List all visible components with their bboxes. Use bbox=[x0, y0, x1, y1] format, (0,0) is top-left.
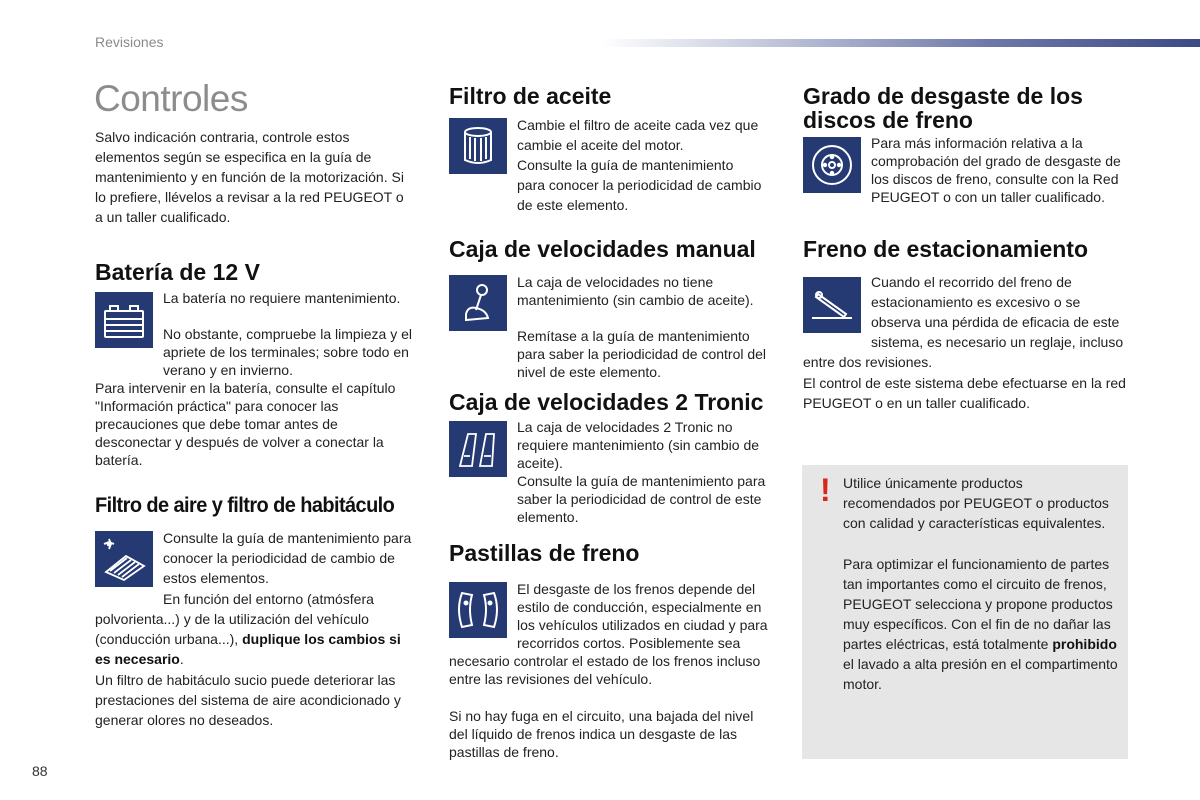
manual-gearbox-title: Caja de velocidades manual bbox=[449, 236, 756, 262]
tronic-gearbox-text-2: Consulte la guía de mantenimiento para saber la periodicidad de control de este elemento. bbox=[517, 473, 766, 525]
brake-disc-title-line1: Grado de desgaste de los bbox=[803, 83, 1083, 109]
air-filter-text-2-end: . bbox=[179, 651, 184, 667]
manual-gearbox-text-2: Remítase a la guía de mantenimiento para saber la periodicidad de control del nivel de este elemento. bbox=[517, 328, 767, 380]
tronic-gearbox-title: Caja de velocidades 2 Tronic bbox=[449, 389, 764, 415]
oil-filter-icon bbox=[449, 118, 507, 174]
parking-brake-text-1-content: Cuando el recorrido del freno de estacionamiento es excesivo o se observa una pérdida de eficacia de este sistema, es necesario un reglaje, incluso entre dos revisiones. bbox=[803, 274, 1124, 370]
brake-disc-icon bbox=[803, 137, 861, 193]
tronic-gearbox-text-1: La caja de velocidades 2 Tronic no requiere mantenimiento (sin cambio de aceite). bbox=[517, 419, 760, 471]
battery-title: Batería de 12 V bbox=[95, 259, 260, 285]
warning-text-1: Utilice únicamente productos recomendados por PEUGEOT o productos con calidad y características equivalentes. bbox=[843, 475, 1109, 531]
battery-text-2: No obstante, compruebe la limpieza y el apriete de los terminales; sobre todo en verano y en invierno. bbox=[163, 326, 413, 378]
warning-icon: ! bbox=[820, 472, 831, 508]
battery-icon bbox=[95, 292, 153, 348]
brake-disc-title-line2: discos de freno bbox=[803, 107, 973, 133]
brake-pads-text-1 bbox=[449, 580, 774, 688]
brake-pads-title: Pastillas de freno bbox=[449, 540, 640, 566]
header-gradient-bar bbox=[600, 39, 1200, 47]
parking-brake-title: Freno de estacionamiento bbox=[803, 236, 1089, 262]
tronic-gearbox-icon bbox=[449, 421, 507, 477]
intro-text: Salvo indicación contraria, controle estos elementos según se especifica en la guía de mantenimiento y en función de la motorización. Si lo prefiere, llévelos a revisar a la red PEUGEOT o a un taller cualificado. bbox=[95, 129, 404, 225]
air-filter-text-2 bbox=[95, 589, 417, 669]
oil-filter-text-1: Cambie el filtro de aceite cada vez que cambie el aceite del motor. bbox=[517, 117, 759, 153]
air-filter-icon bbox=[95, 531, 153, 587]
air-filter-title: Filtro de aire y filtro de habitáculo bbox=[95, 494, 395, 517]
section-label: Revisiones bbox=[95, 34, 164, 50]
brake-pads-text-1-content: El desgaste de los frenos depende del estilo de conducción, especialmente en los vehículos utilizados en ciudad y para recorridos cortos. Posiblemente sea necesario controlar el estado de los frenos incluso entre las revisiones del vehículo. bbox=[449, 581, 768, 687]
warning-text-2-start: Para optimizar el funcionamiento de partes tan importantes como el circuito de frenos, PEUGEOT selecciona y propone productos muy específicos. Con el fin de no dañar las partes eléctricas, está totalmente bbox=[843, 556, 1113, 652]
brake-pads-text-2: Si no hay fuga en el circuito, una bajada del nivel del líquido de frenos indica un desgaste de las pastillas de freno. bbox=[449, 708, 754, 760]
warning-text-2-bold: prohibido bbox=[1052, 636, 1117, 652]
air-filter-text-1: Consulte la guía de mantenimiento para conocer la periodicidad de cambio de estos elementos. bbox=[163, 530, 412, 586]
battery-text-3: Para intervenir en la batería, consulte el capítulo "Información práctica" para conocer las precauciones que debe tomar antes de desconectar y después de volver a conectar la batería. bbox=[95, 380, 396, 468]
page-number: 88 bbox=[32, 763, 48, 779]
oil-filter-text-2: Consulte la guía de mantenimiento para conocer la periodicidad de cambio de este elemento. bbox=[517, 157, 762, 213]
brake-disc-text: Para más información relativa a la comprobación del grado de desgaste de los discos de freno, consulte con la Red PEUGEOT o con un taller cualificado. bbox=[871, 135, 1121, 205]
parking-brake-text-1 bbox=[803, 272, 1128, 372]
air-filter-text-2-start: En función del entorno (atmósfera polvorienta...) y de la utilización del vehículo (conducción urbana...), bbox=[95, 591, 374, 647]
air-filter-text-2-bold: duplique los cambios si es necesario bbox=[95, 631, 401, 667]
oil-filter-title: Filtro de aceite bbox=[449, 83, 612, 109]
battery-text-1: La batería no requiere mantenimiento. bbox=[163, 290, 401, 306]
warning-text-2-end: el lavado a alta presión en el compartimento motor. bbox=[843, 656, 1118, 692]
manual-gearbox-icon bbox=[449, 275, 507, 331]
parking-brake-text-2: El control de este sistema debe efectuarse en la red PEUGEOT o en un taller cualificado. bbox=[803, 375, 1126, 411]
manual-gearbox-text-1: La caja de velocidades no tiene mantenimiento (sin cambio de aceite). bbox=[517, 274, 754, 308]
air-filter-text-3: Un filtro de habitáculo sucio puede deteriorar las prestaciones del sistema de aire acondicionado y generar olores no deseados. bbox=[95, 672, 401, 728]
page-title: Controles bbox=[94, 78, 248, 119]
warning-text-2 bbox=[843, 554, 1118, 694]
